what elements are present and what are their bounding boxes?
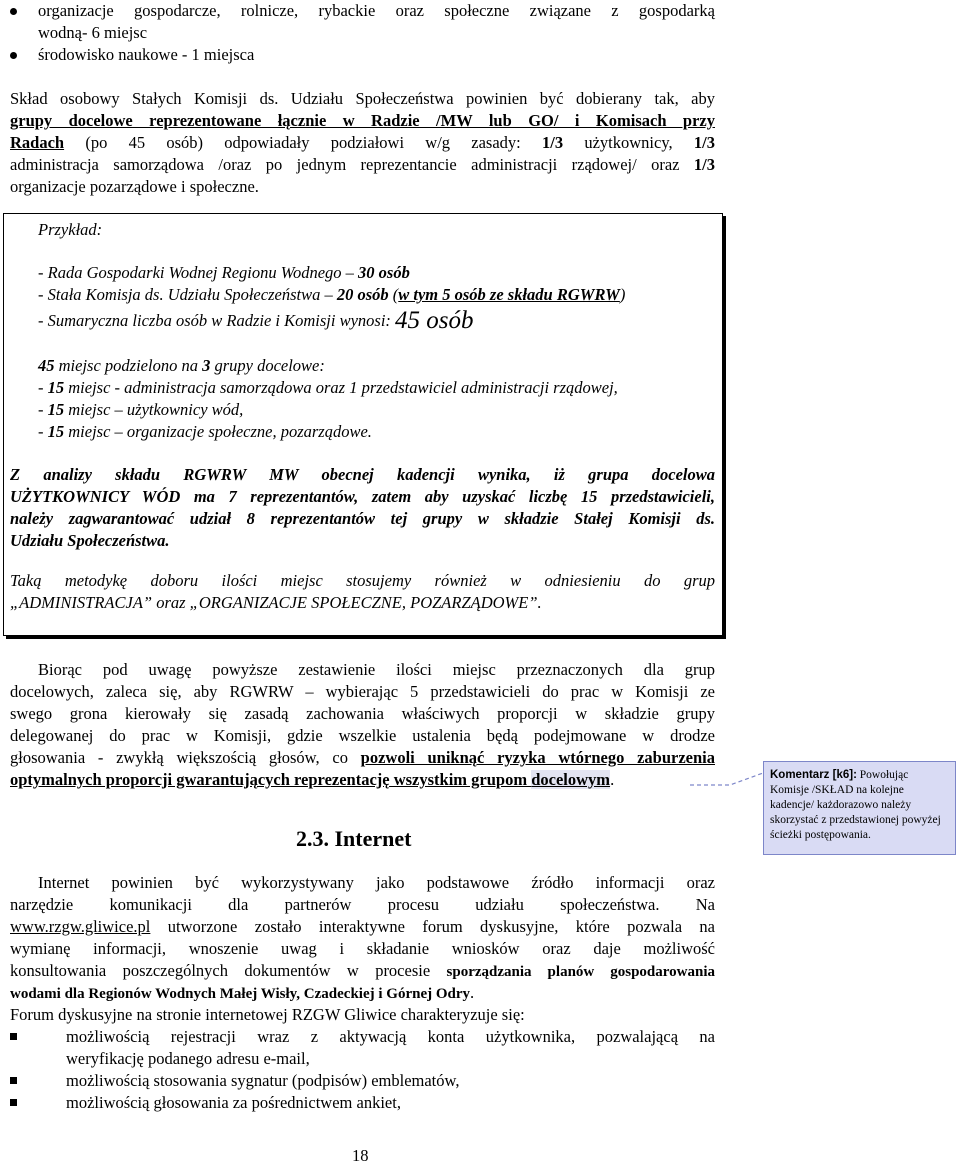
example-line [38, 378, 618, 398]
count: 15 [47, 400, 65, 419]
square-bullet-icon [10, 1033, 17, 1040]
website-link[interactable]: www.rzgw.gliwice.pl [10, 917, 151, 936]
example-line [38, 285, 625, 305]
list-item-text: wodną- 6 miejsc [38, 23, 148, 42]
total-count: 45 osób [395, 307, 474, 334]
fraction: 1/3 [542, 133, 564, 152]
methodology-line: „ADMINISTRACJA” oraz „ORGANIZACJE SPOŁECZNE, POZARZĄDOWE”. [10, 593, 542, 612]
list-item-text: organizacje gospodarcze, rolnicze, rybackie oraz społeczne związane z gospodarką [38, 1, 715, 20]
paragraph-line [10, 769, 715, 791]
example-line [38, 307, 474, 335]
example-line [38, 400, 243, 420]
underlined-text: Radach [10, 133, 65, 152]
emphasized-text: pozwoli uniknąć ryzyka wtórnego zaburzenia [360, 748, 715, 767]
paragraph-line: wymianę informacji, wnoszenie uwag i składanie wniosków oraz daje możliwość [10, 939, 715, 958]
conclusion-line: należy zagwarantować udział 8 reprezentantów tej grupy w składzie Stałej Komisji ds. [10, 509, 715, 528]
paragraph-line [10, 916, 715, 938]
paragraph-line: narzędzie komunikacji dla partnerów procesu udziału społeczeństwa. Na [10, 895, 715, 914]
commented-text[interactable]: docelowym [531, 770, 611, 789]
count: 20 osób [336, 285, 389, 304]
paragraph-line: grupy docelowe reprezentowane łącznie w Radzie /MW lub GO/ i Komisach przy [10, 111, 715, 130]
text: - Stała Komisja ds. Udziału Społeczeństwa – [38, 285, 337, 304]
bullet-icon [10, 52, 17, 59]
count: 15 [47, 378, 65, 397]
text: - [38, 378, 48, 397]
bullet-icon [10, 8, 17, 15]
list-item-text: środowisko naukowe - 1 miejsca [38, 45, 255, 64]
paragraph-line [10, 960, 715, 983]
paragraph-line: docelowych, zaleca się, aby RGWRW – wybierając 5 przedstawicieli do prac w Komisji ze [10, 682, 715, 701]
list-item-text: możliwością rejestracji wraz z aktywacją konta użytkownika, pozwalającą na [66, 1027, 715, 1046]
text: . [610, 770, 615, 789]
example-title: Przykład: [38, 220, 103, 239]
count: 45 [38, 356, 55, 375]
page-number: 18 [352, 1146, 369, 1165]
count: 3 [202, 356, 211, 375]
square-bullet-icon [10, 1099, 17, 1106]
text: ( [388, 285, 399, 304]
list-item-text: weryfikację podanego adresu e-mail, [66, 1049, 310, 1068]
count: 30 osób [358, 263, 410, 282]
text: - [38, 400, 48, 419]
text: miejsc – organizacje społeczne, pozarządowe. [64, 422, 372, 441]
count: 15 [47, 422, 65, 441]
paragraph-line: swego grona kierowały się zasadą zachowania właściwych proporcji w składzie grupy [10, 704, 715, 723]
paragraph-line [10, 132, 715, 154]
fraction: 1/3 [693, 155, 715, 174]
count: w tym 5 osób ze składu RGWRW [398, 285, 620, 304]
list-item-text: możliwością głosowania za pośrednictwem ankiet, [66, 1093, 401, 1112]
list-item-text: możliwością stosowania sygnatur (podpisów) emblematów, [66, 1071, 460, 1090]
paragraph-line [10, 982, 715, 1005]
paragraph-line: Biorąc pod uwagę powyższe zestawienie ilości miejsc przeznaczonych dla grup [38, 660, 715, 679]
text: - Sumaryczna liczba osób w Radzie i Komisji wynosi: [38, 311, 396, 330]
text: ) [619, 285, 626, 304]
text: konsultowania poszczególnych dokumentów w procesie [10, 961, 447, 980]
bold-text: wodami dla Regionów Wodnych Małej Wisły, Czadeckiej i Górnej Odry [10, 986, 471, 1002]
conclusion-line: Z analizy składu RGWRW MW obecnej kadencji wynika, iż grupa docelowa [10, 465, 715, 484]
square-bullet-icon [10, 1077, 17, 1084]
comment-connector [690, 770, 765, 790]
text: (po 45 osób) odpowiadały podziałowi w/g zasady: [64, 133, 543, 152]
comment-balloon[interactable] [763, 761, 956, 855]
conclusion-line: UŻYTKOWNICY WÓD ma 7 reprezentantów, zatem aby uzyskać liczbę 15 przedstawicieli, [10, 487, 715, 506]
example-line [38, 263, 410, 283]
comment-text: Powołując Komisje /SKŁAD na kolejne kadencje/ każdorazowo należy skorzystać z przedstawionej powyżej ścieżki postępowania. [770, 769, 941, 841]
text: - [38, 422, 48, 441]
paragraph-line: organizacje pozarządowe i społeczne. [10, 177, 259, 196]
paragraph-line [10, 747, 715, 769]
bold-text: sporządzania planów gospodarowania [446, 964, 715, 980]
example-line [38, 356, 325, 376]
paragraph-line: delegowanej do prac w Komisji, gdzie wszelkie ustalenia będą podejmowane w drodze [10, 726, 715, 745]
emphasized-text: optymalnych proporcji gwarantujących reprezentację wszystkim grupom [10, 770, 532, 789]
fraction: 1/3 [693, 133, 715, 152]
paragraph-line [10, 154, 715, 176]
text: miejsc podzielono na [54, 356, 203, 375]
paragraph-line: Skład osobowy Stałych Komisji ds. Udziału Społeczeństwa powinien być dobierany tak, aby [10, 89, 715, 108]
paragraph-line: Forum dyskusyjne na stronie internetowej RZGW Gliwice charakteryzuje się: [10, 1005, 525, 1024]
example-line [38, 422, 372, 442]
methodology-line: Taką metodykę doboru ilości miejsc stosujemy również w odniesieniu do grup [10, 571, 715, 590]
comment-label: Komentarz [k6]: [770, 769, 857, 781]
text: grupy docelowe: [210, 356, 325, 375]
text: miejsc – użytkownicy wód, [64, 400, 244, 419]
paragraph-line: Internet powinien być wykorzystywany jako podstawowe źródło informacji oraz [38, 873, 715, 892]
text: utworzone zostało interaktywne forum dyskusyjne, które pozwala na [150, 917, 715, 936]
text: . [470, 983, 475, 1002]
text: miejsc - administracja samorządowa oraz 1 przedstawiciel administracji rządowej, [64, 378, 618, 397]
text: głosowania - zwykłą większością głosów, co [10, 748, 361, 767]
conclusion-line: Udziału Społeczeństwa. [10, 531, 170, 550]
text: użytkownicy, [563, 133, 694, 152]
text: administracja samorządowa /oraz po jednym reprezentancie administracji rządowej/ oraz [10, 155, 694, 174]
section-heading: 2.3. Internet [296, 826, 412, 851]
text: - Rada Gospodarki Wodnej Regionu Wodnego – [38, 263, 359, 282]
